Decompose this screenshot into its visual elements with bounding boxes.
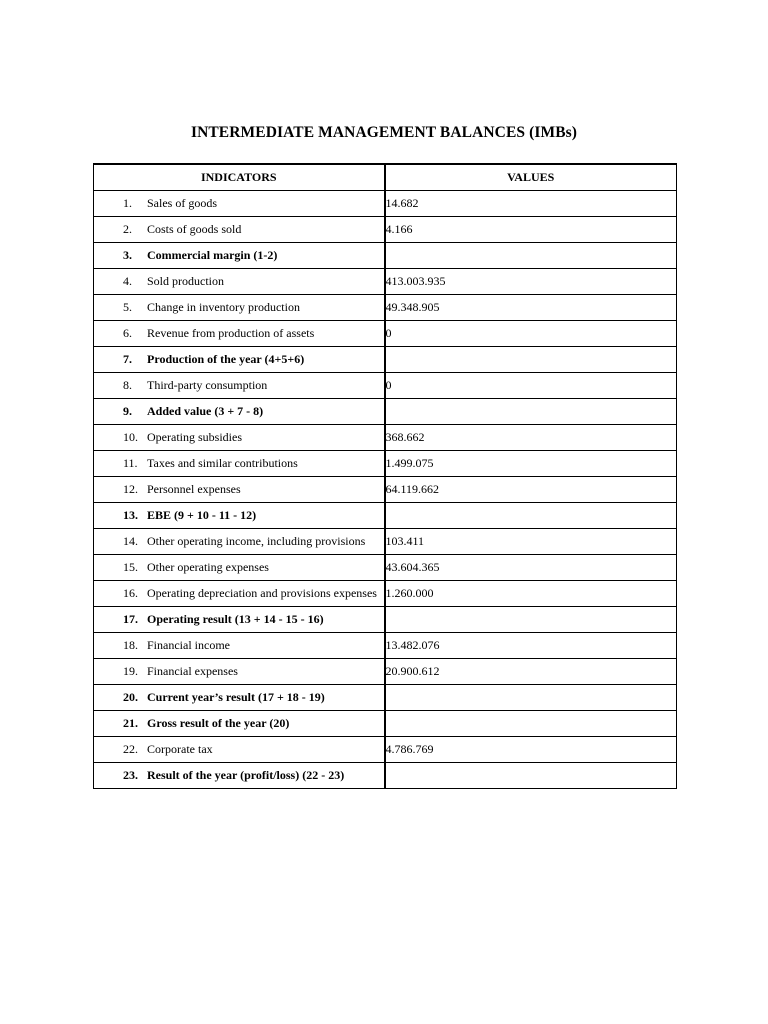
indicator-label: Financial expenses	[147, 664, 238, 678]
table-row	[94, 685, 677, 711]
indicator-label: Result of the year (profit/loss) (22 - 23)	[147, 768, 345, 782]
table-row	[94, 659, 677, 685]
table-row	[94, 425, 677, 451]
indicator-number-text: 8.	[123, 378, 132, 392]
indicator-number	[94, 482, 147, 497]
indicator-number	[94, 326, 147, 341]
indicator-number-text: 5.	[123, 300, 132, 314]
indicator-label: EBE (9 + 10 - 11 - 12)	[147, 508, 257, 522]
value-cell	[385, 243, 677, 269]
value-cell: 4.786.769	[385, 737, 677, 763]
indicator-number-text: 18.	[123, 638, 138, 652]
indicator-number-text: 12.	[123, 482, 138, 496]
value-cell: 368.662	[385, 425, 677, 451]
table-row	[94, 373, 677, 399]
indicator-number	[94, 612, 147, 627]
indicator-number	[94, 742, 147, 757]
indicator-label: Sold production	[147, 274, 224, 288]
indicator-cell	[94, 529, 385, 555]
indicator-label: Revenue from production of assets	[147, 326, 315, 340]
indicator-label: Other operating expenses	[147, 560, 269, 574]
table-row	[94, 763, 677, 789]
indicator-cell	[94, 737, 385, 763]
indicator-number	[94, 638, 147, 653]
indicator-number-text: 13.	[123, 508, 138, 522]
table-row	[94, 399, 677, 425]
page-title: INTERMEDIATE MANAGEMENT BALANCES (IMBs)	[190, 124, 578, 141]
indicator-label: Financial income	[147, 638, 230, 652]
indicator-number	[94, 768, 147, 783]
indicator-cell	[94, 347, 385, 373]
indicator-label: Commercial margin (1-2)	[147, 248, 278, 262]
indicator-label: Current year’s result (17 + 18 - 19)	[147, 690, 325, 704]
table-row	[94, 581, 677, 607]
indicator-number	[94, 508, 147, 523]
indicator-number-text: 9.	[123, 404, 132, 418]
indicator-cell	[94, 191, 385, 217]
value-cell: 1.260.000	[385, 581, 677, 607]
imb-table	[93, 163, 677, 789]
table-row	[94, 711, 677, 737]
table-row	[94, 737, 677, 763]
indicator-cell	[94, 425, 385, 451]
indicator-number	[94, 586, 147, 601]
value-cell	[385, 399, 677, 425]
table-row	[94, 295, 677, 321]
indicator-number	[94, 404, 147, 419]
indicator-cell	[94, 451, 385, 477]
indicator-label: Taxes and similar contributions	[147, 456, 298, 470]
indicator-number-text: 7.	[123, 352, 132, 366]
indicator-number	[94, 222, 147, 237]
indicator-cell	[94, 477, 385, 503]
value-cell: 43.604.365	[385, 555, 677, 581]
indicator-label: Gross result of the year (20)	[147, 716, 290, 730]
value-cell: 20.900.612	[385, 659, 677, 685]
indicator-number-text: 17.	[123, 612, 138, 626]
table-row	[94, 477, 677, 503]
indicator-cell	[94, 321, 385, 347]
table-row	[94, 217, 677, 243]
value-cell	[385, 503, 677, 529]
value-cell	[385, 685, 677, 711]
table-row	[94, 607, 677, 633]
table-row	[94, 503, 677, 529]
indicator-number-text: 16.	[123, 586, 138, 600]
table-row	[94, 451, 677, 477]
table-body	[94, 191, 677, 789]
indicator-number-text: 15.	[123, 560, 138, 574]
table-row	[94, 555, 677, 581]
indicator-number-text: 19.	[123, 664, 138, 678]
indicator-number	[94, 248, 147, 263]
indicator-number-text: 22.	[123, 742, 138, 756]
indicator-cell	[94, 763, 385, 789]
indicator-cell	[94, 607, 385, 633]
indicator-number	[94, 430, 147, 445]
table-row	[94, 269, 677, 295]
indicator-cell	[94, 685, 385, 711]
indicator-label: Third-party consumption	[147, 378, 268, 392]
header-indicators: INDICATORS	[94, 164, 385, 191]
indicator-number	[94, 456, 147, 471]
value-cell: 0	[385, 373, 677, 399]
indicator-number-text: 20.	[123, 690, 138, 704]
value-cell: 1.499.075	[385, 451, 677, 477]
indicator-cell	[94, 633, 385, 659]
table-row	[94, 347, 677, 373]
indicator-cell	[94, 659, 385, 685]
table-row	[94, 321, 677, 347]
indicator-number-text: 23.	[123, 768, 138, 782]
indicator-cell	[94, 711, 385, 737]
value-cell: 4.166	[385, 217, 677, 243]
indicator-cell	[94, 373, 385, 399]
table-row	[94, 529, 677, 555]
indicator-cell	[94, 399, 385, 425]
indicator-cell	[94, 269, 385, 295]
table-row	[94, 191, 677, 217]
table-row	[94, 243, 677, 269]
indicator-number-text: 6.	[123, 326, 132, 340]
indicator-label: Operating subsidies	[147, 430, 242, 444]
indicator-number	[94, 690, 147, 705]
indicator-number	[94, 560, 147, 575]
indicator-cell	[94, 503, 385, 529]
table-row	[94, 633, 677, 659]
indicator-number-text: 21.	[123, 716, 138, 730]
value-cell	[385, 711, 677, 737]
indicator-number-text: 14.	[123, 534, 138, 548]
indicator-cell	[94, 243, 385, 269]
header-values: VALUES	[385, 164, 677, 191]
value-cell: 64.119.662	[385, 477, 677, 503]
indicator-number-text: 4.	[123, 274, 132, 288]
indicator-label: Costs of goods sold	[147, 222, 242, 236]
value-cell	[385, 763, 677, 789]
indicator-label: Added value (3 + 7 - 8)	[147, 404, 264, 418]
value-cell: 0	[385, 321, 677, 347]
indicator-label: Production of the year (4+5+6)	[147, 352, 305, 366]
indicator-label: Personnel expenses	[147, 482, 241, 496]
indicator-number	[94, 664, 147, 679]
value-cell	[385, 607, 677, 633]
indicator-number	[94, 716, 147, 731]
indicator-cell	[94, 295, 385, 321]
value-cell: 13.482.076	[385, 633, 677, 659]
indicator-label: Corporate tax	[147, 742, 213, 756]
indicator-number	[94, 196, 147, 211]
value-cell: 49.348.905	[385, 295, 677, 321]
indicator-number-text: 3.	[123, 248, 132, 262]
indicator-cell	[94, 581, 385, 607]
indicator-number-text: 10.	[123, 430, 138, 444]
indicator-label: Sales of goods	[147, 196, 217, 210]
indicator-number	[94, 534, 147, 549]
indicator-label: Operating depreciation and provisions expenses	[147, 586, 377, 600]
value-cell	[385, 347, 677, 373]
indicator-number	[94, 352, 147, 367]
indicator-label: Operating result (13 + 14 - 15 - 16)	[147, 612, 324, 626]
indicator-number	[94, 300, 147, 315]
indicator-number-text: 1.	[123, 196, 132, 210]
indicator-number-text: 11.	[123, 456, 138, 470]
value-cell: 14.682	[385, 191, 677, 217]
table-header-row	[94, 164, 677, 191]
value-cell: 413.003.935	[385, 269, 677, 295]
indicator-label: Other operating income, including provisions	[147, 534, 366, 548]
indicator-number	[94, 274, 147, 289]
indicator-number-text: 2.	[123, 222, 132, 236]
indicator-number	[94, 378, 147, 393]
value-cell: 103.411	[385, 529, 677, 555]
indicator-label: Change in inventory production	[147, 300, 300, 314]
indicator-cell	[94, 555, 385, 581]
indicator-cell	[94, 217, 385, 243]
